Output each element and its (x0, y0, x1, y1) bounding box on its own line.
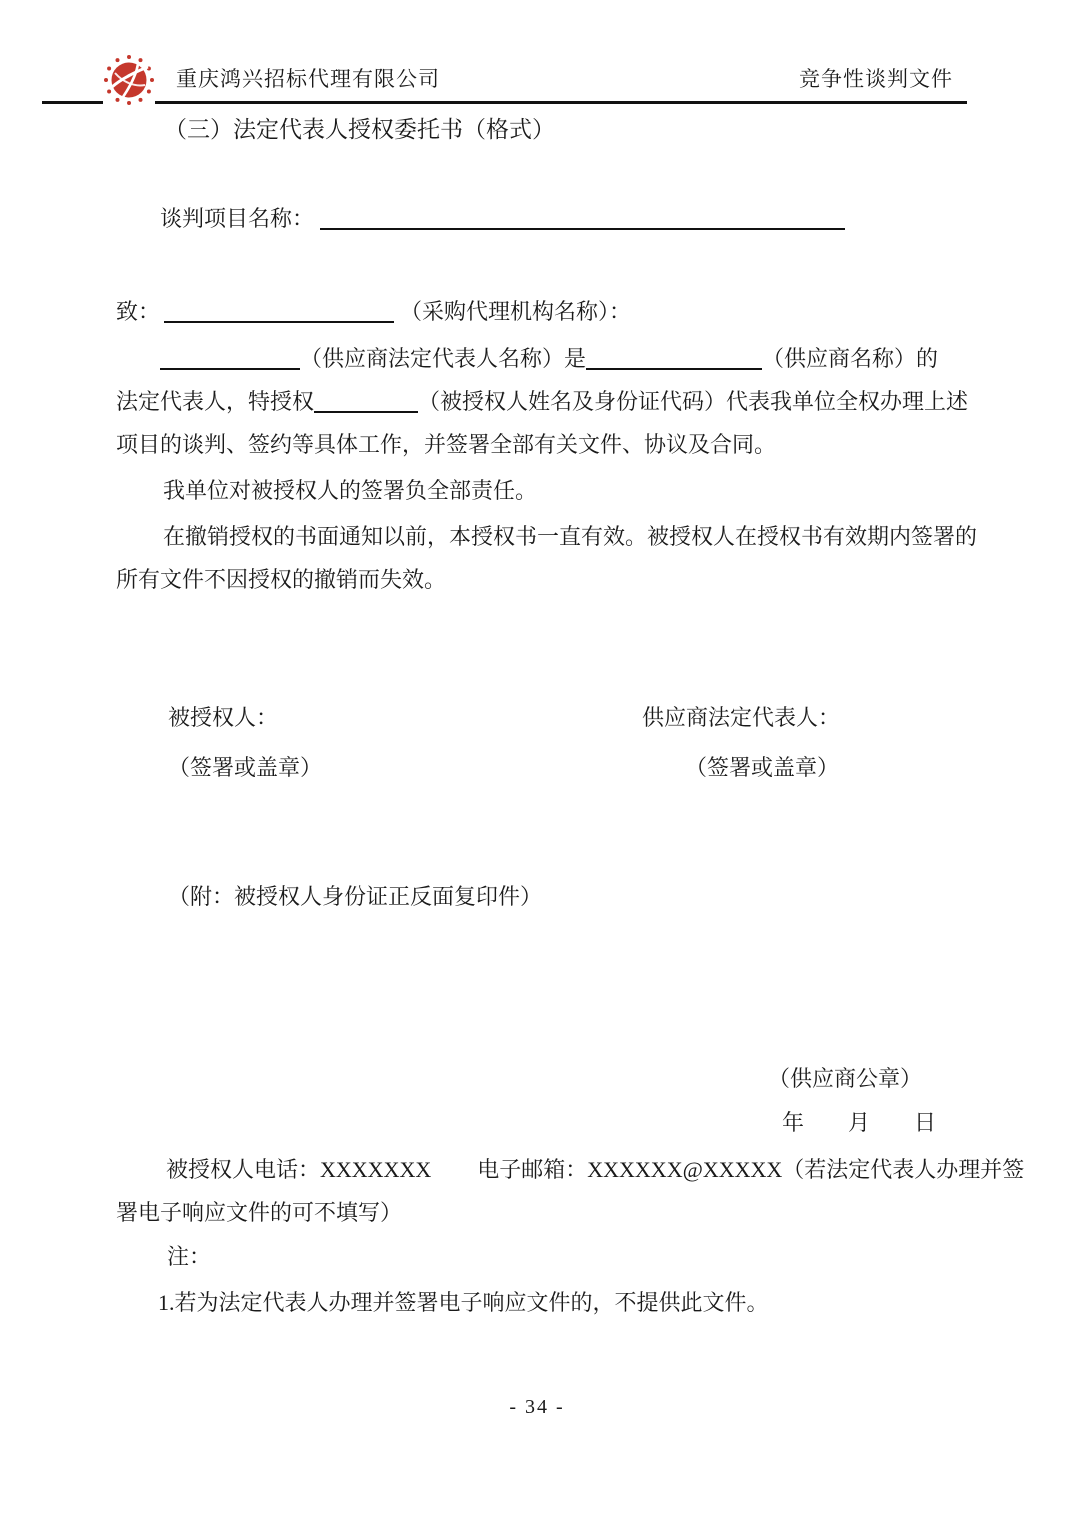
project-name-label: 谈判项目名称： (160, 206, 315, 231)
project-name-blank (320, 204, 845, 230)
email-value: XXXXXX@XXXXX (587, 1157, 783, 1182)
authorized-person-blank (314, 387, 418, 413)
validity-paragraph-line-2: 所有文件不因授权的撤销而失效。 (116, 567, 447, 592)
authorization-paragraph-line-1 (116, 337, 960, 380)
authorized-person-note: （被授权人姓名及身份证代码）代表我单位全权办理上述 (418, 389, 969, 414)
authorization-text: 法定代表人，特授权 (116, 389, 315, 414)
notes-label: 注： (167, 1244, 212, 1269)
legal-rep-name-blank (160, 344, 300, 370)
sign-or-seal-left: （签署或盖章） (168, 755, 323, 780)
company-logo-icon (103, 54, 155, 106)
validity-paragraph-line-1: 在撤销授权的书面通知以前，本授权书一直有效。被授权人在授权书有效期内签署的 (163, 524, 978, 549)
contact-line-2: 署电子响应文件的可不填写） (116, 1200, 403, 1225)
responsibility-paragraph: 我单位对被授权人的签署负全部责任。 (163, 478, 538, 503)
addressee-line (116, 290, 960, 333)
signature-name-row (116, 696, 960, 739)
legal-rep-name-note: （供应商法定代表人名称）是 (300, 346, 587, 371)
section-title: （三）法定代表人授权委托书（格式） (164, 117, 555, 142)
legal-rep-label: 供应商法定代表人： (642, 705, 841, 730)
agency-name-blank (164, 297, 394, 323)
signature-seal-row (116, 746, 960, 789)
project-name-line (116, 197, 960, 240)
company-seal-label: （供应商公章） (767, 1066, 922, 1091)
authorization-paragraph-line-3: 项目的谈判、签约等具体工作，并签署全部有关文件、协议及合同。 (116, 432, 777, 457)
document-body (0, 108, 1074, 1324)
sign-or-seal-right: （签署或盖章） (685, 755, 840, 780)
company-name: 重庆鸿兴招标代理有限公司 (176, 67, 440, 91)
authorization-paragraph-line-2 (116, 380, 969, 423)
contact-line-1 (116, 1148, 1025, 1191)
phone-value: XXXXXXX (320, 1157, 432, 1182)
supplier-name-note: （供应商名称）的 (762, 346, 939, 371)
contact-note-part-1: （若法定代表人办理并签 (782, 1157, 1025, 1182)
date-line: 年 月 日 (781, 1110, 936, 1135)
email-label: 电子邮箱： (477, 1157, 588, 1182)
phone-label: 被授权人电话： (166, 1157, 321, 1182)
note-item-1: 1.若为法定代表人办理并签署电子响应文件的，不提供此文件。 (158, 1290, 769, 1315)
agency-name-note: （采购代理机构名称）： (400, 299, 632, 324)
addressee-prefix: 致： (116, 299, 161, 324)
authorized-person-label: 被授权人： (168, 705, 279, 730)
attachment-note: （附：被授权人身份证正反面复印件） (168, 884, 543, 909)
page-header (42, 0, 967, 104)
supplier-name-blank (586, 344, 762, 370)
page-number: - 34 - (509, 1396, 565, 1418)
document-type-label: 竞争性谈判文件 (799, 67, 953, 91)
